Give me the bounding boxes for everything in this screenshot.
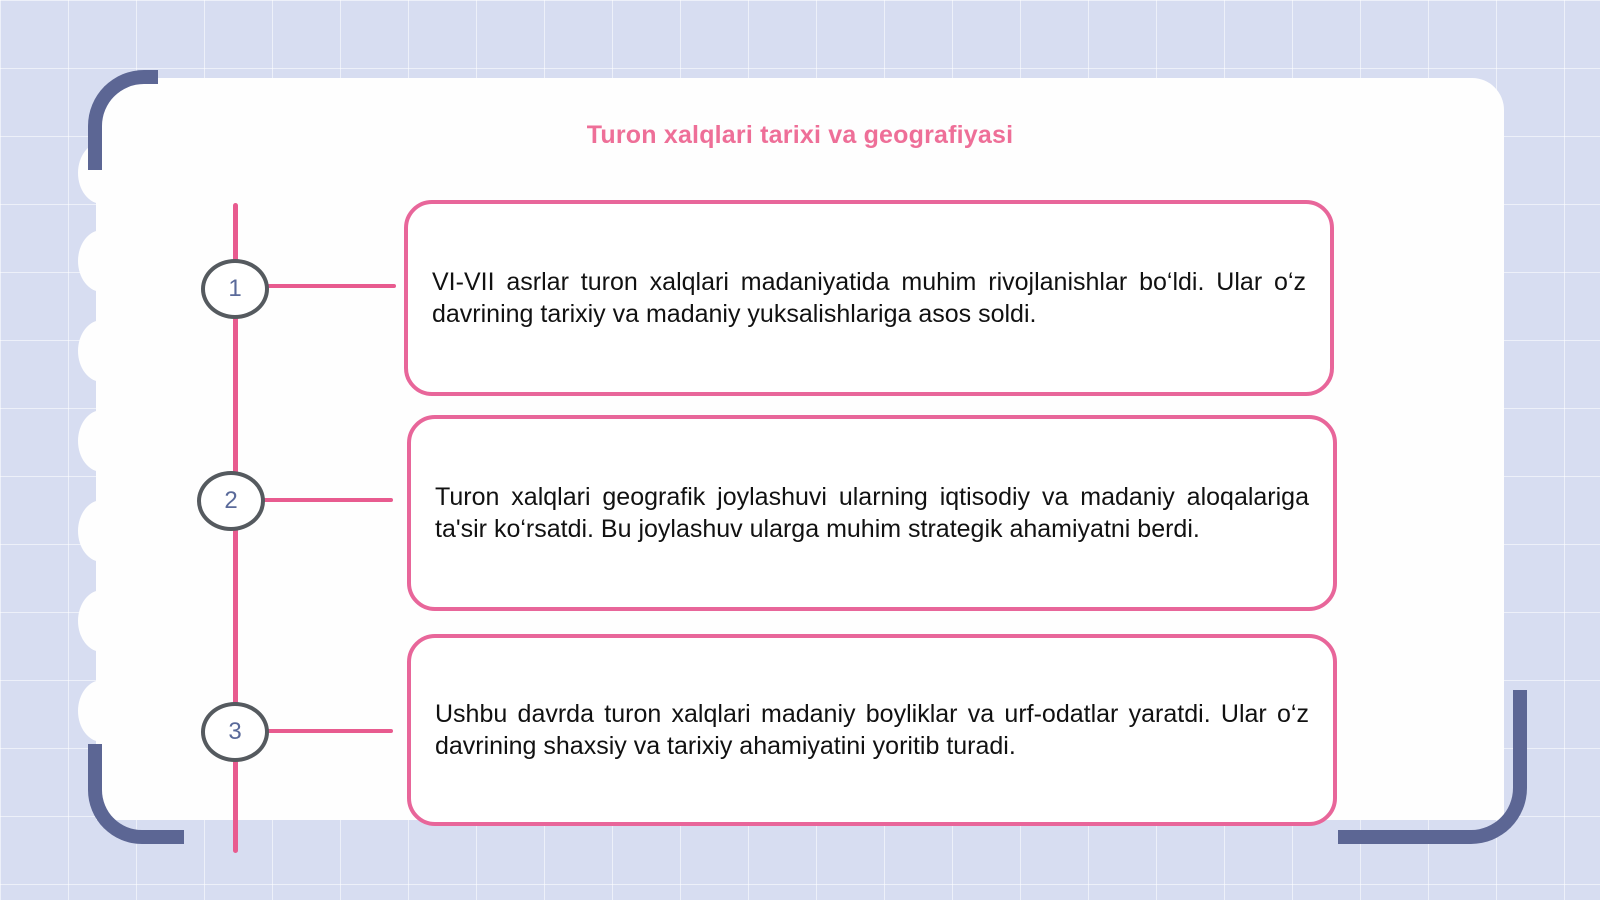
frame-corner-bottom-right <box>1338 690 1527 844</box>
step-number-badge: 2 <box>197 471 265 531</box>
timeline-connector <box>262 284 396 288</box>
slide-title: Turon xalqlari tarixi va geografiyasi <box>586 121 1014 149</box>
step-description: VI-VII asrlar turon xalqlari madaniyatida muhim rivojlanishlar bo‘ldi. Ular o‘z davrining tarixiy va madaniy yuksalishlariga asos soldi. <box>432 268 1306 328</box>
scallop-edge <box>78 590 126 652</box>
step-description: Turon xalqlari geografik joylashuvi ularning iqtisodiy va madaniy aloqalariga ta'sir ko‘rsatdi. Bu joylashuv ularga muhim strategik ahamiyatni berdi. <box>435 483 1309 543</box>
frame-corner-top-left <box>88 70 158 170</box>
scallop-edge <box>78 680 126 742</box>
timeline-connector <box>258 498 393 502</box>
scallop-edge <box>78 410 126 472</box>
scallop-edge <box>78 320 126 382</box>
timeline-connector <box>262 729 393 733</box>
step-number-badge: 1 <box>201 259 269 319</box>
frame-corner-bottom-left <box>88 744 184 844</box>
step-number-badge: 3 <box>201 702 269 762</box>
scallop-edge <box>78 500 126 562</box>
step-description: Ushbu davrda turon xalqlari madaniy boyliklar va urf-odatlar yaratdi. Ular o‘z davrining shaxsiy va tarixiy ahamiyatini yoritib turadi. <box>435 700 1309 760</box>
timeline-card <box>407 415 1337 611</box>
timeline-card <box>407 634 1337 826</box>
scallop-edge <box>78 230 126 292</box>
timeline-card <box>404 200 1334 396</box>
